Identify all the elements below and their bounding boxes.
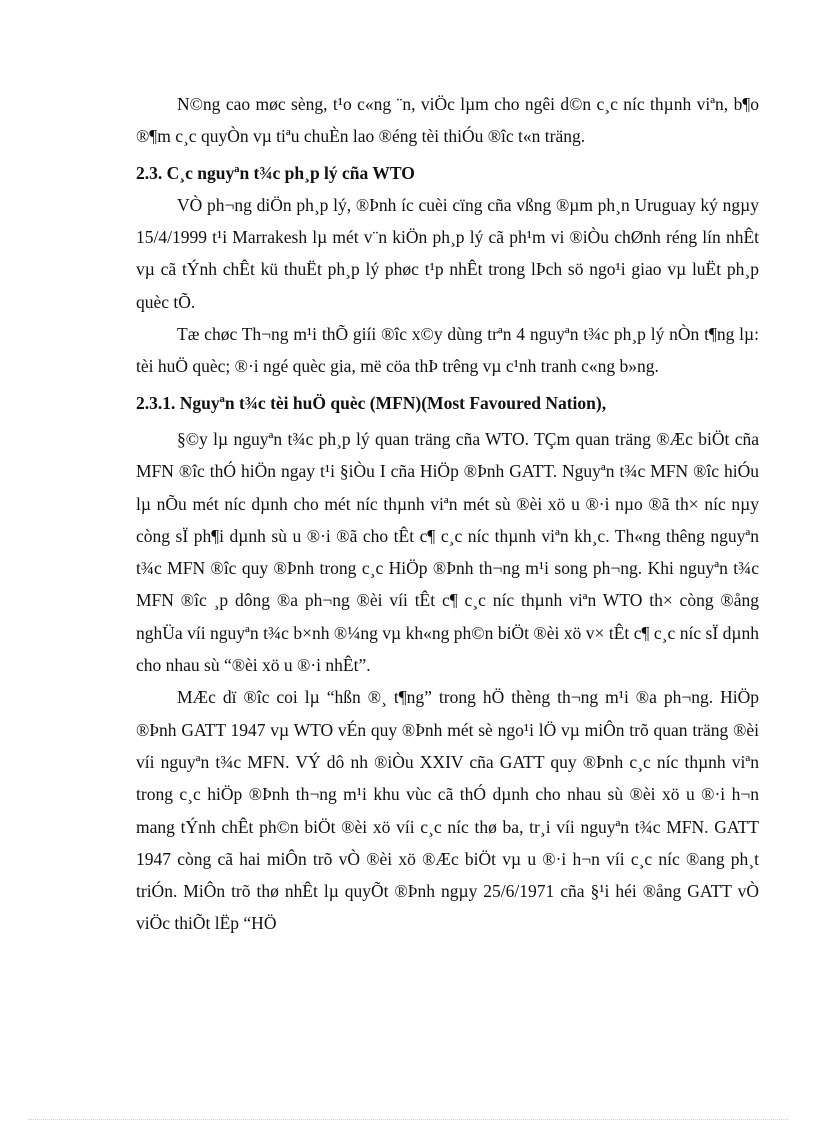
paragraph-mfn-exceptions: MÆc dï ®îc coi lµ “hßn ®¸ t¶ng” trong hÖ thèng th¬ng m¹i ®a ph¬ng. HiÖp ®Þnh GATT 1947 vµ WTO vÉn quy ®Þnh mét sè ngo¹i lÖ vµ miÔn trõ quan träng ®èi víi nguyªn t¾c MFN. VÝ dô nh ®iÒu XXIV cña GATT quy ®Þnh c¸c níc thµnh viªn trong c¸c hiÖp ®Þnh th¬ng m¹i khu vùc cã thÓ dµnh cho nhau sù ®èi xö u ®·i h¬n mang tÝnh chÊt ph©n biÖt ®èi xö víi c¸c níc thø ba, tr¸i víi nguyªn t¾c MFN. GATT 1947 còng cã hai miÔn trõ vÒ ®èi xö ®Æc biÖt vµ u ®·i h¬n víi c¸c níc ®ang ph¸t triÓn. MiÔn trõ thø nhÊt lµ quyÕt ®Þnh ngµy 25/6/1971 cña §¹i héi ®ång GATT vÒ viÖc thiÕt lËp “HÖ — [136, 687, 759, 934]
section-heading-2-3: 2.3. C¸c nguyªn t¾c ph¸p lý cña WTO — [136, 162, 415, 183]
section-heading-2-3-1: 2.3.1. Nguyªn t¾c tèi huÖ quèc (MFN)(Most Favoured Nation), — [136, 392, 607, 413]
paragraph-legal-aspect: VÒ ph¬ng diÖn ph¸p lý, ®Þnh íc cuèi cïng cña vßng ®µm ph¸n Uruguay ký ngµy 15/4/1999 t¹i Marrakesh lµ mét v¨n kiÖn ph¸p lý cã ph¹m vi ®iÒu chØnh réng lín nhÊt vµ cã tÝnh chÊt kü thuËt ph¸p lý phøc t¹p nhÊt trong lÞch sö ngo¹i giao vµ luËt ph¸p quèc tÕ. — [136, 194, 759, 312]
paragraph-living-standards: N©ng cao møc sèng, t¹o c«ng ¨n, viÖc lµm cho ngêi d©n c¸c níc thµnh viªn, b¶o ®¶m c¸c quyÒn vµ tiªu chuÈn lao ®éng tèi thiÓu ®îc t«n träng. — [136, 94, 759, 147]
page-bottom-divider — [28, 1119, 788, 1120]
paragraph-four-principles: Tæ chøc Th¬ng m¹i thÕ giíi ®îc x©y dùng trªn 4 nguyªn t¾c ph¸p lý nÒn t¶ng lµ: tèi huÖ quèc; ®·i ngé quèc gia, më cöa thÞ trêng vµ c¹nh tranh c«ng b»ng. — [136, 324, 759, 377]
paragraph-mfn-definition: §©y lµ nguyªn t¾c ph¸p lý quan träng cña WTO. TÇm quan träng ®Æc biÖt cña MFN ®îc thÓ hiÖn ngay t¹i §iÒu I cña HiÖp ®Þnh GATT. Nguyªn t¾c MFN ®îc hiÓu lµ nÕu mét níc dµnh cho mét níc thµnh viªn mét sù ®èi xö u ®·i nµo ®ã th× níc nµy còng sÏ ph¶i dµnh sù u ®·i ®ã cho tÊt c¶ c¸c níc thµnh viªn kh¸c. Th«ng thêng nguyªn t¾c MFN ®îc quy ®Þnh trong c¸c HiÖp ®Þnh th¬ng m¹i song ph¬ng. Khi nguyªn t¾c MFN ®îc ¸p dông ®a ph¬ng ®èi víi tÊt c¶ c¸c níc thµnh viªn WTO th× còng ®ång nghÜa víi nguyªn t¾c b×nh ®¼ng vµ kh«ng ph©n biÖt ®èi xö v× tÊt c¶ c¸c níc sÏ dµnh cho nhau sù “®èi xö u ®·i nhÊt”. — [136, 428, 759, 676]
document-body — [136, 88, 759, 940]
